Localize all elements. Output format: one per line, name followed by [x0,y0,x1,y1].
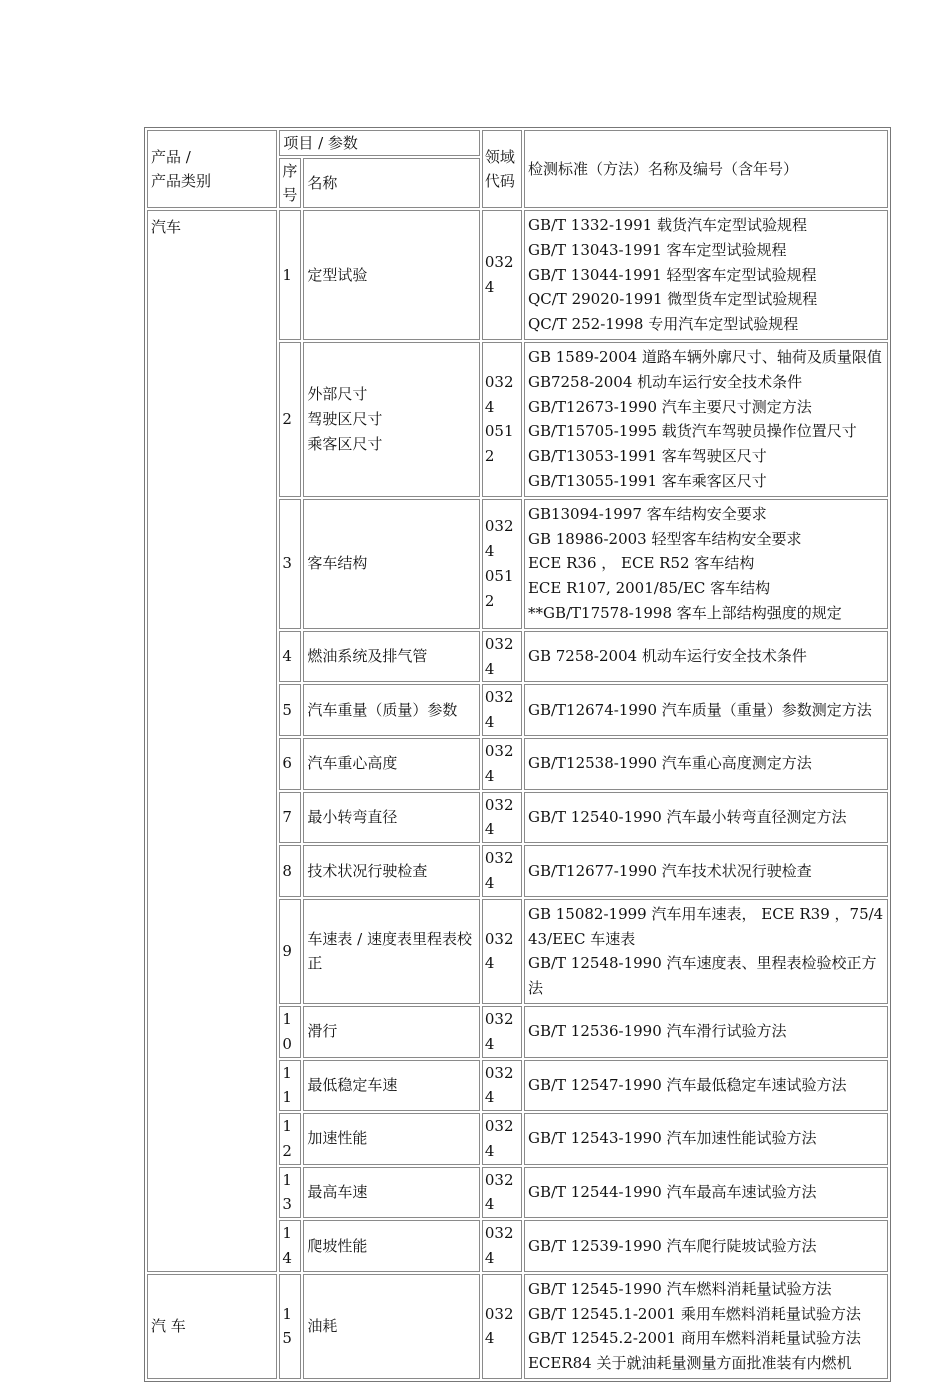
item-name-cell [303,1220,479,1272]
seq-cell: 5 [279,684,301,736]
standard-cell [524,1006,888,1058]
standard-line: GB/T12673-1990 汽车主要尺寸测定方法 [527,397,812,416]
standard-line: QC/T 29020-1991 微型货车定型试验规程 [527,290,818,309]
seq-cell: 7 [279,792,301,844]
standard-line: GB/T13055-1991 客车乘客区尺寸 [527,471,767,490]
standard-line: GB/T 12547-1990 汽车最低稳定车速试验方法 [527,1075,847,1094]
standard-cell [524,738,888,790]
standard-line: GB7258-2004 机动车运行安全技术条件 [527,372,803,391]
header-field-code [482,130,522,208]
standard-line: GB/T 12540-1990 汽车最小转弯直径测定方法 [527,807,847,826]
standard-line: GB/T 13043-1991 客车定型试验规程 [527,240,787,259]
item-name-cell [303,342,479,497]
item-name-line: 客车结构 [307,554,368,573]
standard-cell [524,792,888,844]
field-code: 0512 [484,566,514,610]
item-name-line: 滑行 [307,1022,338,1041]
standard-line: GB/T15705-1995 载货汽车驾驶员操作位置尺寸 [527,422,857,441]
table-row [147,210,888,340]
seq-cell: 6 [279,738,301,790]
field-code: 0324 [484,929,514,973]
field-code-cell [482,631,522,683]
item-name-cell [303,738,479,790]
standard-line: GB/T 12536-1990 汽车滑行试验方法 [527,1022,787,1041]
field-code-cell [482,1220,522,1272]
header-product [147,130,277,208]
standard-cell [524,499,888,629]
item-name-line: 最低稳定车速 [307,1075,398,1094]
item-name-line: 汽车重心高度 [307,754,398,773]
standard-line: GB/T13053-1991 客车驾驶区尺寸 [527,447,767,466]
standard-cell [524,342,888,497]
field-code-cell [482,792,522,844]
item-name-line: 乘客区尺寸 [307,434,383,453]
item-name-cell [303,499,479,629]
product-category-cell: 汽车 [147,210,277,1272]
seq-cell: 14 [279,1220,301,1272]
header-seq [279,158,301,208]
standard-line: GB 7258-2004 机动车运行安全技术条件 [527,647,807,666]
field-code: 0324 [484,741,514,785]
seq-cell: 8 [279,845,301,897]
standard-line: GB13094-1997 客车结构安全要求 [527,504,767,523]
field-code: 0324 [484,795,514,839]
header-standard: 检测标准（方法）名称及编号（含年号） [524,130,888,208]
field-code-cell [482,899,522,1004]
field-code: 0324 [484,1009,514,1053]
standard-cell [524,684,888,736]
standard-line: GB/T 12544-1990 汽车最高车速试验方法 [527,1183,817,1202]
header-name: 名称 [303,158,479,208]
standard-line: GB/T 12545.2-2001 商用车燃料消耗量试验方法 [527,1329,861,1348]
item-name-cell [303,1274,479,1379]
standard-cell [524,1167,888,1219]
standard-cell [524,1274,888,1379]
standard-line: GB/T 12539-1990 汽车爬行陡坡试验方法 [527,1236,817,1255]
standard-line: GB/T 13044-1991 轻型客车定型试验规程 [527,265,817,284]
field-code-cell [482,342,522,497]
field-code: 0324 [484,1170,514,1214]
field-code: 0324 [484,253,514,296]
item-name-cell [303,845,479,897]
field-code: 0324 [484,688,514,732]
seq-cell: 3 [279,499,301,629]
table-body [147,130,888,1379]
standards-table [144,127,891,1382]
item-name-line: 汽车重量（质量）参数 [307,700,458,719]
seq-cell: 2 [279,342,301,497]
field-code: 0324 [484,1117,514,1160]
field-code: 0324 [484,1063,514,1107]
standard-line: GB/T12538-1990 汽车重心高度测定方法 [527,754,812,773]
field-code-cell [482,1060,522,1112]
field-code: 0324 [484,1304,514,1348]
header-product-line1: 产品 / [151,148,191,166]
item-name-cell [303,899,479,1004]
field-code-cell [482,499,522,629]
standard-cell [524,1060,888,1112]
seq-cell: 12 [279,1113,301,1165]
standard-line: ECE R107, 2001/85/EC 客车结构 [527,579,771,598]
standard-cell [524,845,888,897]
item-name-line: 技术状况行驶检查 [307,861,428,880]
field-code-cell [482,738,522,790]
field-code: 0324 [484,517,514,560]
field-code: 0324 [484,372,514,416]
field-code-cell [482,1167,522,1219]
seq-cell: 15 [279,1274,301,1379]
table-row [147,1274,888,1379]
standard-cell [524,899,888,1004]
seq-cell: 10 [279,1006,301,1058]
standard-line: GB/T 12545.1-2001 乘用车燃料消耗量试验方法 [527,1304,861,1323]
field-code-cell [482,1113,522,1165]
item-name-line: 定型试验 [307,265,368,284]
product-category-cell: 汽 车 [147,1274,277,1379]
standard-line: GB/T 12543-1990 汽车加速性能试验方法 [527,1129,817,1148]
item-name-line: 油耗 [307,1317,338,1336]
item-name-line: 最小转弯直径 [307,807,398,826]
seq-cell: 4 [279,631,301,683]
standard-line: QC/T 252-1998 专用汽车定型试验规程 [527,315,799,334]
item-name-line: 爬坡性能 [307,1236,368,1255]
standard-cell [524,1113,888,1165]
item-name-line: 外部尺寸 [307,385,368,404]
field-code-cell [482,1274,522,1379]
header-field-line2: 代码 [484,172,515,190]
seq-cell: 1 [279,210,301,340]
standard-line: GB 15082-1999 汽车用车速表， ECE R39 ，75/443/EEC 车速表 [527,904,884,948]
field-code: 0324 [484,634,514,678]
item-name-cell [303,1006,479,1058]
item-name-cell [303,631,479,683]
item-name-cell [303,684,479,736]
field-code: 0324 [484,1224,514,1268]
seq-cell: 11 [279,1060,301,1112]
header-item-param: 项目 / 参数 [279,130,480,156]
standard-line: **GB/T17578-1998 客车上部结构强度的规定 [527,603,842,622]
standard-line: GB/T 12548-1990 汽车速度表、里程表检验校正方法 [527,954,877,998]
standard-line: GB/T 1332-1991 载货汽车定型试验规程 [527,216,807,234]
header-field-line1: 领域 [484,148,515,166]
standard-line: GB 1589-2004 道路车辆外廓尺寸、轴荷及质量限值 [527,347,882,366]
standard-cell [524,631,888,683]
seq-cell: 9 [279,899,301,1004]
standard-line: GB/T12674-1990 汽车质量（重量）参数测定方法 [527,700,872,719]
item-name-cell [303,1167,479,1219]
item-name-cell [303,1113,479,1165]
item-name-line: 驾驶区尺寸 [307,409,383,428]
header-row-1 [147,130,888,156]
standard-line: ECE R36 ， ECE R52 客车结构 [527,554,755,573]
item-name-cell [303,210,479,340]
item-name-line: 车速表 / 速度表里程表校正 [307,929,472,973]
standard-line: GB/T 12545-1990 汽车燃料消耗量试验方法 [527,1279,832,1298]
field-code-cell [482,1006,522,1058]
field-code-cell [482,684,522,736]
standard-cell [524,210,888,340]
field-code-cell [482,210,522,340]
field-code: 0324 [484,849,514,892]
item-name-line: 燃油系统及排气管 [307,647,428,666]
seq-cell: 13 [279,1167,301,1219]
item-name-line: 加速性能 [307,1129,368,1148]
item-name-cell [303,792,479,844]
standard-cell [524,1220,888,1272]
field-code-cell [482,845,522,897]
item-name-cell [303,1060,479,1112]
standard-line: GB/T12677-1990 汽车技术状况行驶检查 [527,861,812,880]
field-code: 0512 [484,422,514,466]
header-seq-line2: 号 [282,186,298,204]
standard-line: ECER84 关于就油耗量测量方面批准装有内燃机 [527,1354,852,1373]
item-name-line: 最高车速 [307,1183,368,1202]
standard-line: GB 18986-2003 轻型客车结构安全要求 [527,529,802,548]
header-product-line2: 产品类别 [151,172,212,190]
header-seq-line1: 序 [282,162,298,180]
